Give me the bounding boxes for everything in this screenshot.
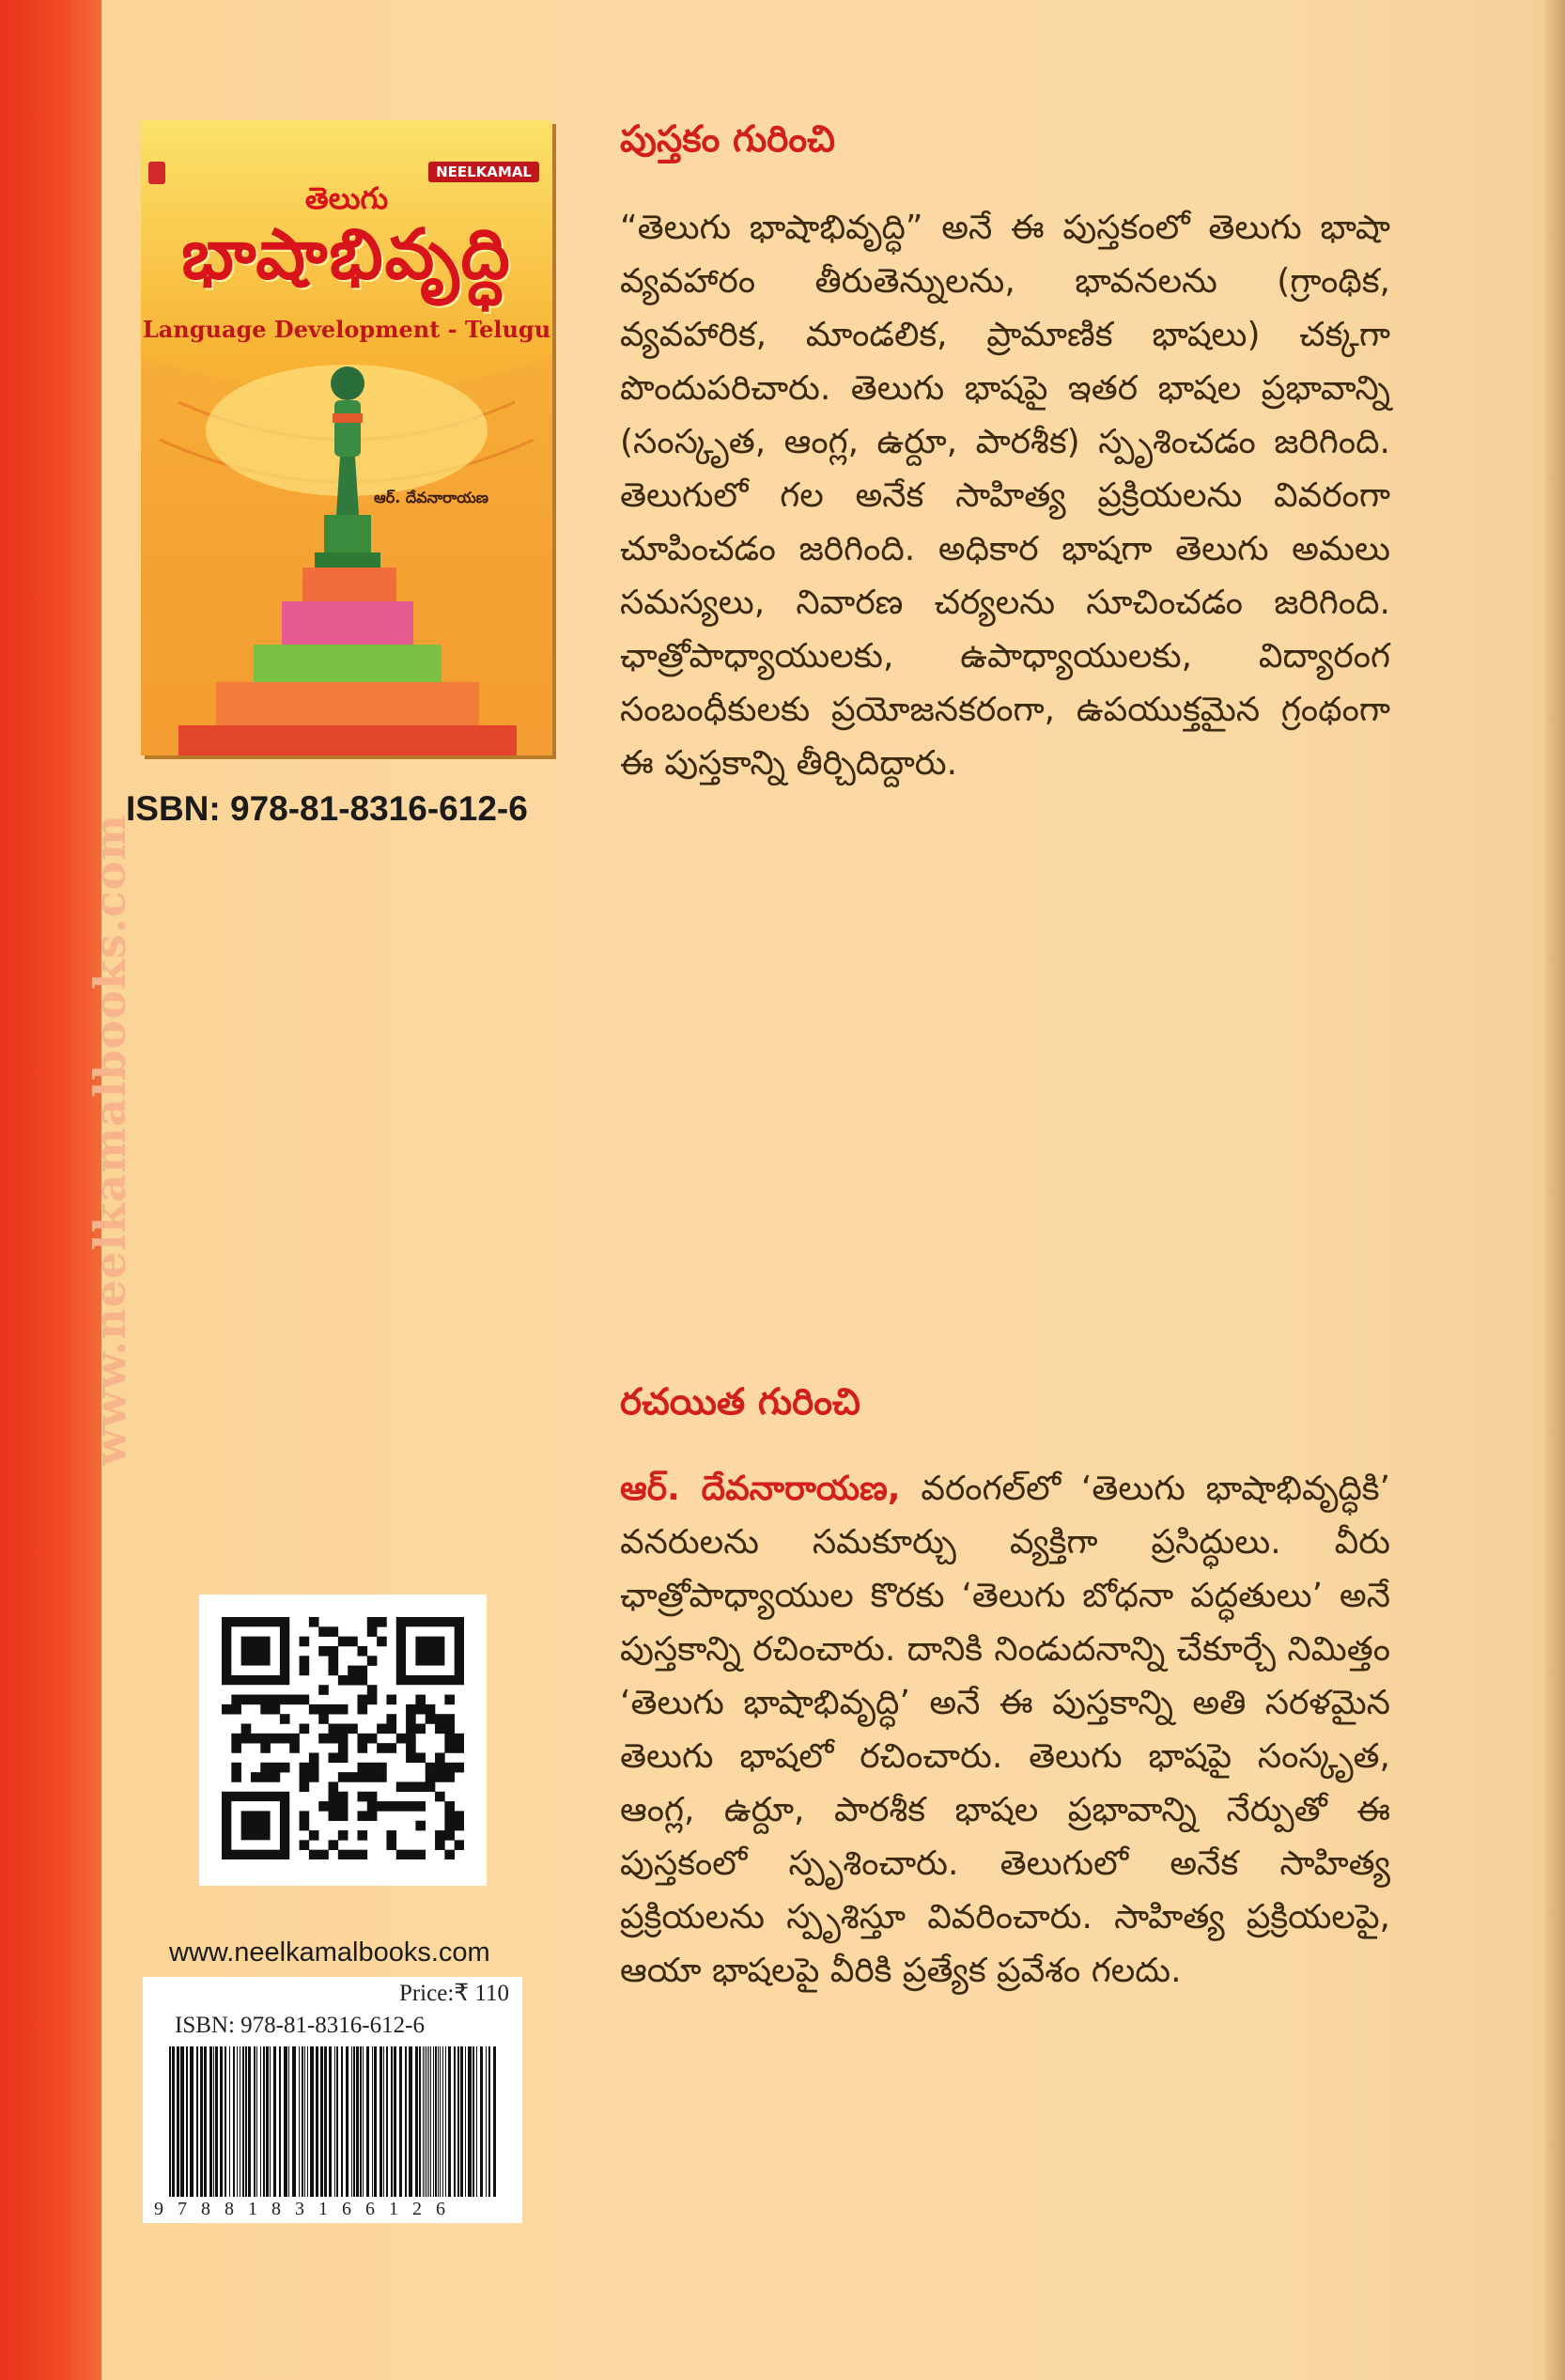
cover-publisher: NEELKAMAL <box>428 162 539 182</box>
about-book-paragraph: “తెలుగు భాషాభివృద్ధి” అనే ఈ పుస్తకంలో తెలుగు భాషా వ్యవహారం తీరుతెన్నులను, భావనలను (గ్రాంథిక, వ్యవహారిక, మాండలిక, ప్రామాణిక భాషలు) చక్కగా పొందుపరిచారు. తెలుగు భాషపై ఇతర భాషల ప్రభావాన్ని (సంస్కృత, ఆంగ్ల, ఉర్దూ, పారశీక) స్పృశించడం జరిగింది. తెలుగులో గల అనేక సాహిత్య ప్రక్రియలను వివరంగా చూపించడం జరిగింది. అధికార భాషగా తెలుగు అమలు సమస్యలు, నివారణ చర్యలను సూచించడం జరిగింది. ఛాత్రోపాధ్యాయులకు, ఉపాధ్యాయులకు, విద్యారంగ సంబంధీకులకు ప్రయోజనకరంగా, ఉపయుక్తమైన గ్రంథంగా ఈ పుస్తకాన్ని తీర్చిదిద్దారు. <box>620 209 1390 783</box>
about-author-body: వరంగల్‌లో ‘తెలుగు భాషాభివృద్ధికి’ వనరులను సమకూర్చు వ్యక్తిగా ప్రసిద్ధులు. వీరు ఛాత్రోపాధ్యాయుల కొరకు ‘తెలుగు బోధనా పద్ధతులు’ అనే పుస్తకాన్ని రచించారు. దానికి నిండుదనాన్ని చేకూర్చే నిమిత్తం ‘తెలుగు భాషాభివృద్ధి’ అనే ఈ పుస్తకాన్ని అతి సరళమైన తెలుగు భాషలో రచించారు. తెలుగు భాషపై సంస్కృత, ఆంగ్ల, ఉర్దూ, పారశీక భాషల ప్రభావాన్ని నేర్పుతో ఈ పుస్తకంలో స్పృశించారు. తెలుగులో అనేక సాహిత్య ప్రక్రియలను స్పృశిస్తూ వివరించారు. సాహిత్య ప్రక్రియలపై, ఆయా భాషలపై వీరికి ప్రత్యేక ప్రవేశం గలదు. <box>620 1470 1390 1990</box>
barcode-label <box>143 1977 522 2223</box>
author-name: ఆర్. దేవనారాయణ, <box>620 1470 901 1508</box>
page-edge <box>1544 0 1565 2380</box>
statue-illustration <box>141 120 552 755</box>
qr-code-icon <box>222 1617 464 1859</box>
cover-author: ఆర్. దేవనారాయణ <box>374 489 488 506</box>
barcode-icon <box>169 2046 496 2197</box>
about-author-paragraph <box>620 1462 1390 1998</box>
cover-main-title: భాషాభివృద్ధి <box>181 214 512 295</box>
about-author-heading: రచయిత గురించి <box>620 1381 860 1423</box>
publisher-website: www.neelkamalbooks.com <box>169 1937 490 1968</box>
cover-thumbnail <box>141 120 552 755</box>
cover-isbn: ISBN: 978-81-8316-612-6 <box>126 789 528 828</box>
spine-website: www.neelkamalbooks.com <box>85 814 135 1466</box>
about-book-heading: పుస్తకం గురించి <box>620 118 836 161</box>
qr-code <box>199 1594 487 1886</box>
barcode-digits: 9788183166126 <box>154 2199 459 2219</box>
cover-english-title: Language Development - Telugu <box>142 316 551 343</box>
barcode-isbn: ISBN: 978-81-8316-612-6 <box>175 2013 425 2038</box>
price: Price:₹ 110 <box>398 1981 509 2006</box>
spine <box>0 0 135 2380</box>
cover-small-title: తెలుగు <box>304 180 389 216</box>
